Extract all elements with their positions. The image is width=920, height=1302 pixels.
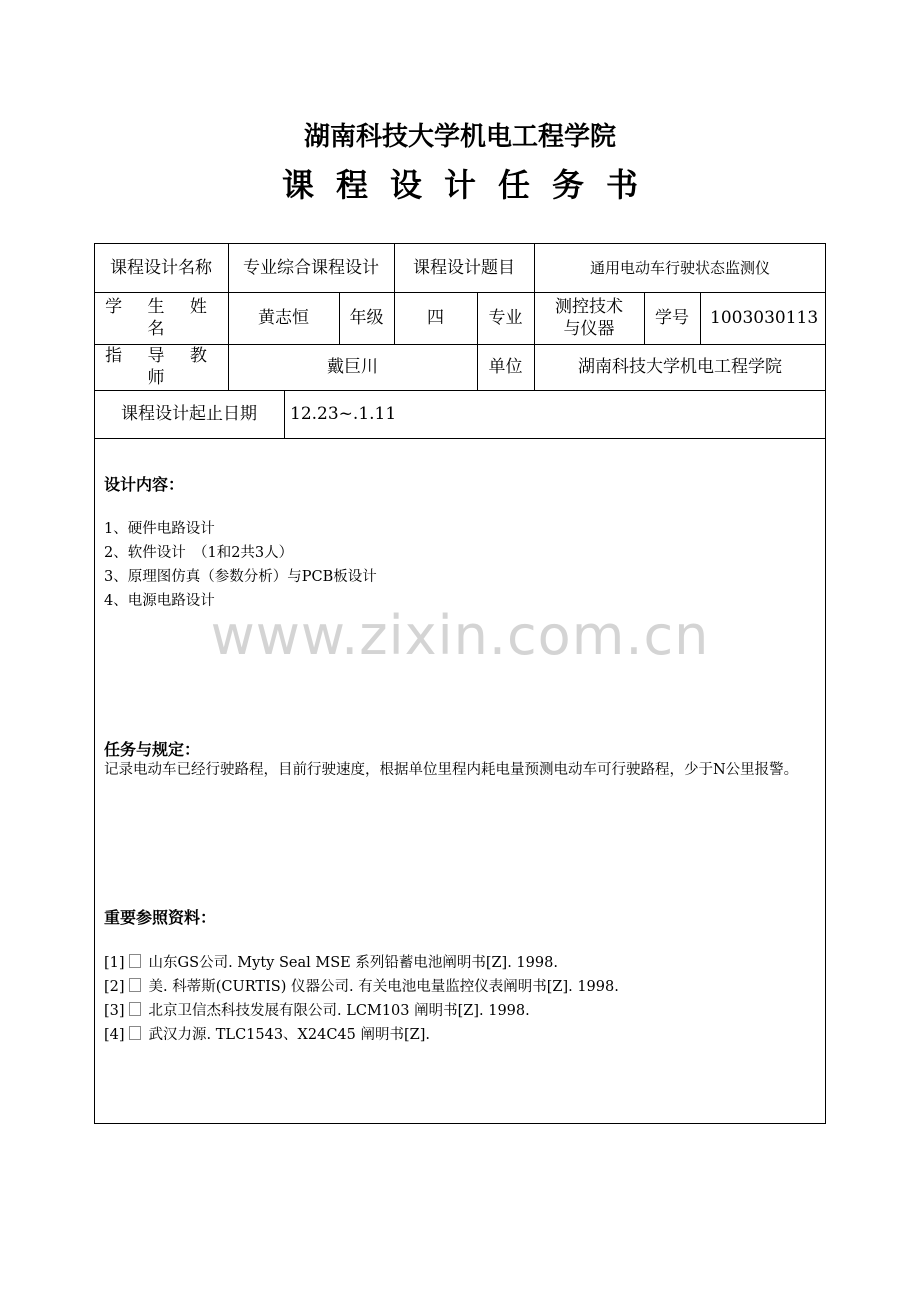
grade-label: 年级 xyxy=(349,308,384,328)
bullet-box-icon xyxy=(129,1026,141,1040)
unit-label: 单位 xyxy=(488,357,523,377)
reference-number: [2] xyxy=(104,979,125,995)
reference-item xyxy=(104,975,619,999)
tasks-text: 记录电动车已经行驶路程，目前行驶速度，根据单位里程内耗电量预测电动车可行驶路程，少于N公里报警。 xyxy=(104,762,799,778)
course-topic-label: 课程设计题目 xyxy=(413,257,515,278)
unit-value: 湖南科技大学机电工程学院 xyxy=(578,357,782,377)
bullet-box-icon xyxy=(129,954,141,968)
document-title: 课程设计任务书 xyxy=(281,166,660,204)
grade-value: 四 xyxy=(427,308,444,328)
reference-text: 北京卫信杰科技发展有限公司. LCM103 阐明书[Z]. 1998. xyxy=(148,1003,530,1019)
reference-number: [3] xyxy=(104,1003,125,1019)
watermark-text: www.zixin.com.cn xyxy=(210,604,710,667)
reference-item xyxy=(104,951,558,975)
bullet-box-icon xyxy=(129,978,141,992)
reference-item xyxy=(104,1023,430,1047)
reference-number: [4] xyxy=(104,1027,125,1043)
date-value: 12.23~.1.11 xyxy=(290,404,397,424)
reference-number: [1] xyxy=(104,955,125,971)
student-id-label: 学号 xyxy=(655,308,689,328)
design-content-heading: 设计内容： xyxy=(104,475,185,494)
teacher-value: 戴巨川 xyxy=(327,357,378,377)
content-item: 4、电源电路设计 xyxy=(104,593,215,609)
course-name-label: 课程设计名称 xyxy=(110,257,212,278)
major-value: 测控技术与仪器 xyxy=(555,297,623,339)
reference-text: 山东GS公司. Myty Seal MSE 系列铅蓄电池阐明书[Z]. 1998. xyxy=(148,955,558,971)
teacher-label: 指 导 教 师 xyxy=(105,346,217,388)
student-id-value: 1003030113 xyxy=(710,308,819,328)
row-divider xyxy=(94,438,826,439)
references-heading: 重要参照资料： xyxy=(104,908,217,927)
content-item: 2、软件设计 （1和2共3人） xyxy=(104,545,294,561)
bullet-box-icon xyxy=(129,1002,141,1016)
content-item: 3、原理图仿真（参数分析）与PCB板设计 xyxy=(104,569,377,585)
course-topic-value: 通用电动车行驶状态监测仪 xyxy=(589,258,770,277)
course-name-value: 专业综合课程设计 xyxy=(243,257,379,278)
date-label: 课程设计起止日期 xyxy=(121,404,257,424)
major-label: 专业 xyxy=(488,308,523,328)
reference-text: 武汉力源. TLC1543、X24C45 阐明书[Z]. xyxy=(148,1027,430,1043)
student-name-label: 学 生 姓 名 xyxy=(105,297,217,339)
reference-text: 美. 科蒂斯(CURTIS) 仪器公司. 有关电池电量监控仪表阐明书[Z]. 1998. xyxy=(148,979,619,995)
student-name-value: 黄志恒 xyxy=(258,308,309,328)
content-item: 1、硬件电路设计 xyxy=(104,521,215,537)
tasks-heading: 任务与规定： xyxy=(104,740,201,759)
reference-item xyxy=(104,999,530,1023)
institution-title: 湖南科技大学机电工程学院 xyxy=(303,122,616,152)
